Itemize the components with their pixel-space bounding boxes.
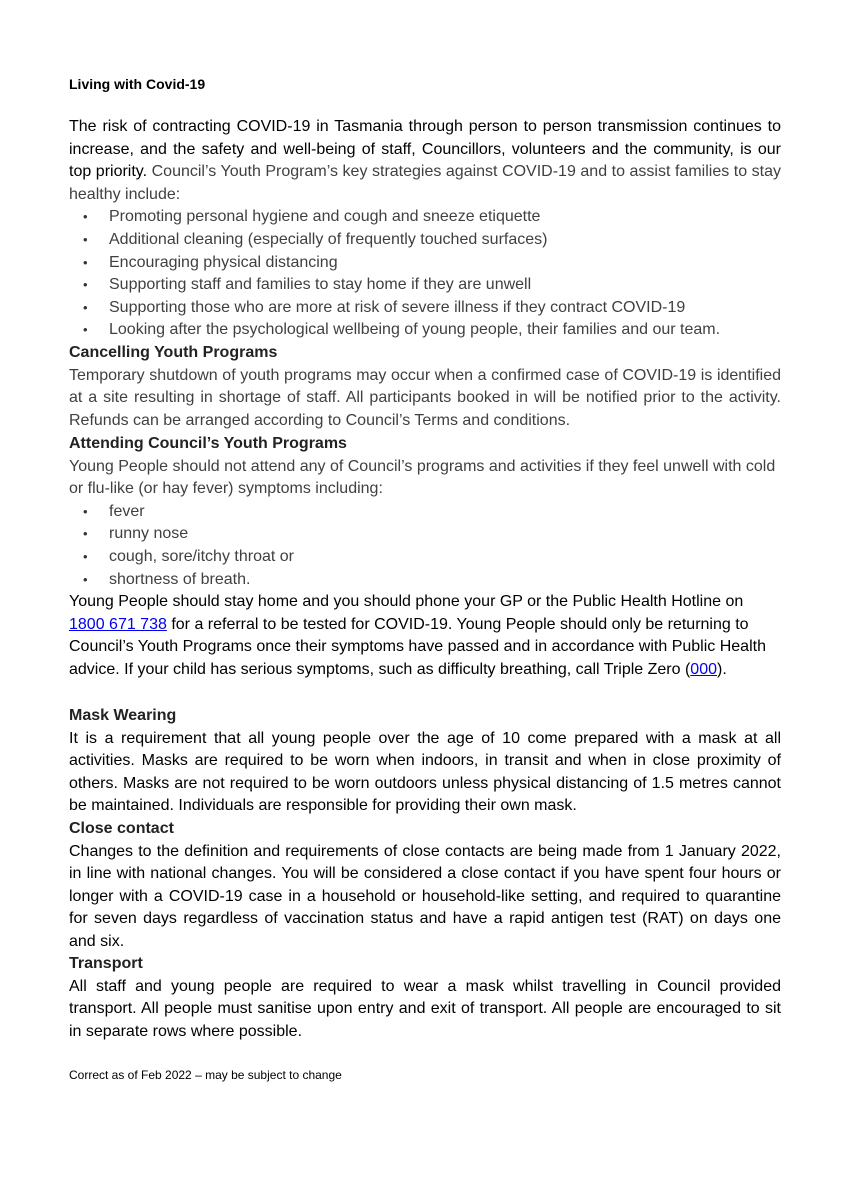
cancelling-section: [69, 342, 781, 432]
mask-heading: Mask Wearing: [69, 707, 177, 724]
close-contact-heading: Close contact: [69, 820, 174, 837]
close-contact-section: [69, 818, 781, 954]
transport-section: [69, 953, 781, 1043]
stay-home-text-1: Young People should stay home and you should phone your GP or the Public Health Hotline on: [69, 593, 744, 611]
list-item: • Supporting staff and families to stay home if they are unwell: [69, 274, 781, 297]
mask-body: It is a requirement that all young people over the age of 10 come prepared with a mask at all activities. Masks are required to be worn when indoors, in transit and when in close proximity of others. Masks are not required to be worn outdoors unless physical distancing of 1.5 metres cannot be maintained. Individuals are responsible for providing their own mask.: [69, 729, 781, 815]
footer-note: Correct as of Feb 2022 – may be subject to change: [69, 1068, 342, 1082]
list-item: • Additional cleaning (especially of frequently touched surfaces): [69, 229, 781, 252]
list-item: • Encouraging physical distancing: [69, 252, 781, 275]
cancelling-body: Temporary shutdown of youth programs may occur when a confirmed case of COVID-19 is identified at a site resulting in shortage of staff. All participants booked in will be notified prior to the activity. Refunds can be arranged according to Council’s Terms and conditions.: [69, 366, 781, 429]
list-item: • Looking after the psychological wellbeing of young people, their families and our team.: [69, 319, 781, 342]
close-contact-body: Changes to the definition and requirements of close contacts are being made from 1 January 2022, in line with national changes. You will be considered a close contact if you have spent four hours or longer with a COVID-19 case in a household or household-like setting, and required to quarantine for seven days regardless of vaccination status and have a rapid antigen test (RAT) on days one and six.: [69, 842, 781, 950]
intro-section: [69, 116, 781, 342]
stay-home-text-3: ).: [717, 660, 727, 678]
attending-body: Young People should not attend any of Council’s programs and activities if they feel unwell with cold or flu-like (or hay fever) symptoms including:: [69, 457, 776, 498]
hotline-link[interactable]: 1800 671 738: [69, 615, 167, 633]
list-item: • fever: [69, 501, 781, 524]
symptoms-list: [69, 501, 781, 591]
attending-section: [69, 433, 781, 682]
strategies-list: [69, 206, 781, 342]
list-item: • runny nose: [69, 523, 781, 546]
stay-home-paragraph: [69, 591, 769, 681]
page-title: Living with Covid-19: [69, 76, 206, 92]
transport-heading: Transport: [69, 955, 143, 972]
list-item: • Supporting those who are more at risk of severe illness if they contract COVID-19: [69, 297, 781, 320]
list-item: • Promoting personal hygiene and cough and sneeze etiquette: [69, 206, 781, 229]
mask-section: [69, 705, 781, 818]
attending-heading: Attending Council’s Youth Programs: [69, 435, 347, 452]
list-item: • cough, sore/itchy throat or: [69, 546, 781, 569]
transport-body: All staff and young people are required to wear a mask whilst travelling in Council provided transport. All people must sanitise upon entry and exit of transport. All people are encouraged to sit in separate rows where possible.: [69, 977, 781, 1040]
intro-text-primary: The risk of contracting COVID-19 in Tasmania through person to person transmission continues to increase, and the safety and well-being of staff, Councillors, volunteers and the community, is our top priority.: [69, 118, 781, 181]
emergency-link[interactable]: 000: [690, 660, 717, 678]
list-item: • shortness of breath.: [69, 569, 781, 592]
intro-text-secondary: Council’s Youth Program’s key strategies against COVID-19 and to assist families to stay healthy include:: [69, 163, 781, 203]
intro-paragraph: [69, 116, 781, 206]
stay-home-text-2: for a referral to be tested for COVID-19. Young People should only be returning to Council’s Youth Programs once their symptoms have passed and in accordance with Public Health advice. If your child has serious symptoms, such as difficulty breathing, call Triple Zero (: [69, 615, 766, 678]
cancelling-heading: Cancelling Youth Programs: [69, 344, 278, 361]
